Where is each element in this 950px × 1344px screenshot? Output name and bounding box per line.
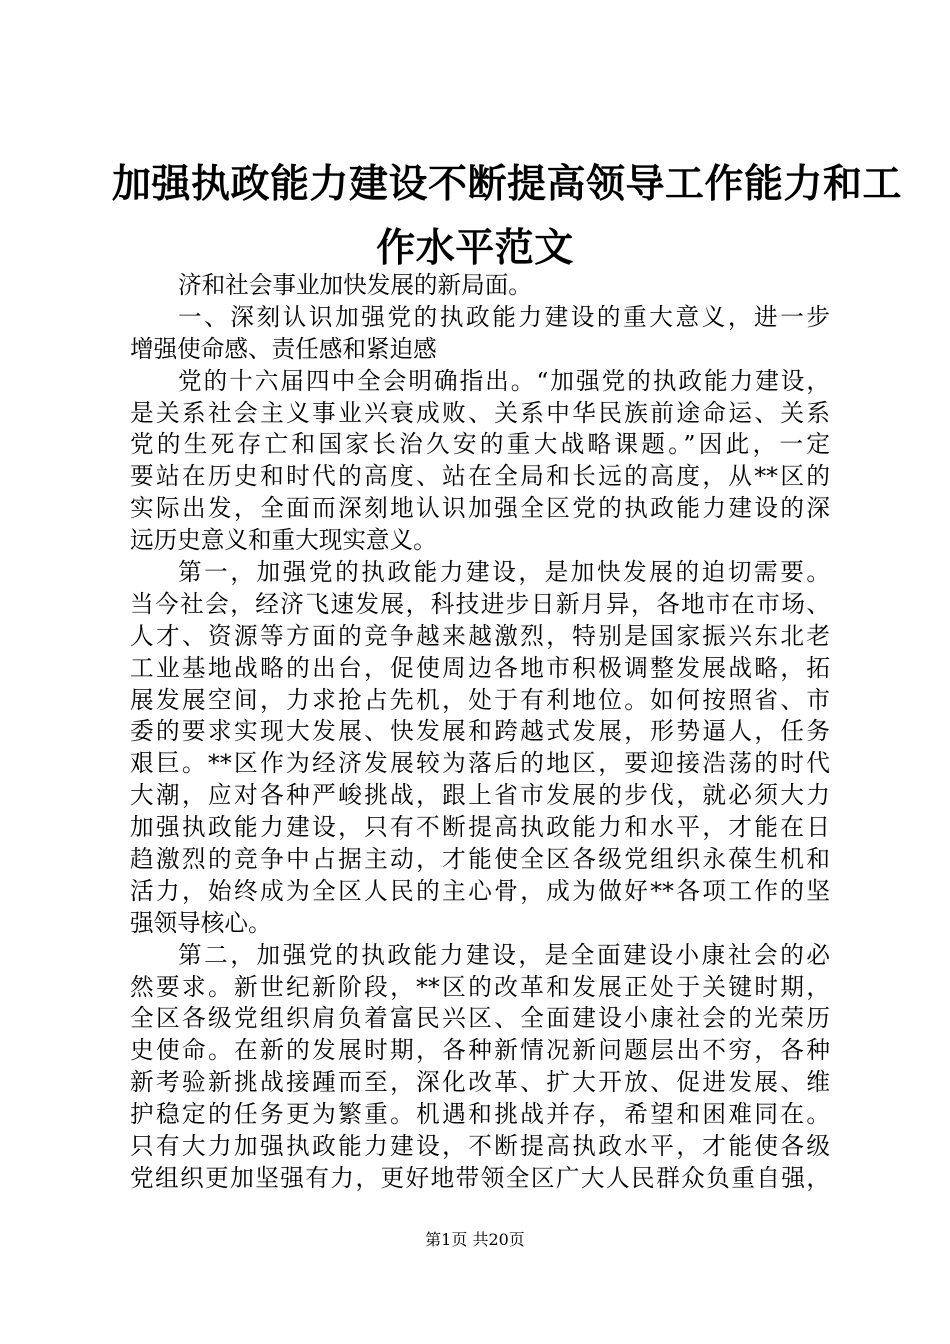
body-line: 实际出发，全面而深刻地认识加强全区党的执政能力建设的深	[130, 494, 830, 523]
body-line: 济和社会事业加快发展的新局面。	[178, 271, 532, 299]
document-body	[130, 270, 830, 1195]
body-line: 展发展空间，力求抢占先机，处于有利地位。如何按照省、市	[130, 685, 830, 714]
body-line: 新考验新挑战接踵而至，深化改革、扩大开放、促进发展、维	[130, 1068, 830, 1097]
body-line: 当今社会，经济飞速发展，科技进步日新月异，各地市在市场、	[130, 589, 830, 618]
body-line: 全区各级党组织肩负着富民兴区、全面建设小康社会的光荣历	[130, 1004, 830, 1033]
body-line: 加强执政能力建设，只有不断提高执政能力和水平，才能在日	[130, 813, 830, 842]
title-line: 作水平范文	[376, 225, 574, 271]
body-line: 委的要求实现大发展、快发展和跨越式发展，形势逼人，任务	[130, 717, 830, 746]
body-line: 大潮，应对各种严峻挑战，跟上省市发展的步伐，就必须大力	[130, 781, 830, 810]
body-line: 人才、资源等方面的竞争越来越激烈，特别是国家振兴东北老	[130, 621, 830, 650]
body-line: 增强使命感、责任感和紧迫感	[130, 334, 437, 363]
body-line: 要站在历史和时代的高度、站在全局和长远的高度，从**区的	[130, 462, 830, 491]
body-line: 第二，加强党的执政能力建设，是全面建设小康社会的必	[178, 940, 830, 969]
body-line: 趋激烈的竞争中占据主动，才能使全区各级党组织永葆生机和	[130, 845, 830, 874]
body-line: 工业基地战略的出台，促使周边各地市积极调整发展战略，拓	[130, 653, 830, 682]
title-line: 加强执政能力建设不断提高领导工作能力和工	[112, 161, 903, 207]
page-footer: 第1页 共20页	[425, 1230, 525, 1249]
body-line: 艰巨。**区作为经济发展较为落后的地区，要迎接浩荡的时代	[130, 749, 830, 778]
body-line: 活力，始终成为全区人民的主心骨，成为做好**各项工作的坚	[130, 876, 830, 905]
body-line: 是关系社会主义事业兴衰成败、关系中华民族前途命运、关系	[130, 398, 830, 427]
body-line: 党组织更加坚强有力，更好地带领全区广大人民群众负重自强，	[130, 1163, 830, 1192]
body-line: 第一，加强党的执政能力建设，是加快发展的迫切需要。	[178, 558, 830, 587]
document-title	[112, 152, 903, 280]
body-line: 史使命。在新的发展时期，各种新情况新问题层出不穷，各种	[130, 1036, 830, 1065]
body-line: 远历史意义和重大现实意义。	[130, 526, 437, 555]
body-line: 然要求。新世纪新阶段，**区的改革和发展正处于关键时期，	[130, 972, 830, 1001]
body-line: 党的生死存亡和国家长治久安的重大战略课题。”因此，一定	[130, 430, 830, 459]
body-line: 强领导核心。	[130, 908, 272, 937]
body-line: 只有大力加强执政能力建设，不断提高执政水平，才能使各级	[130, 1132, 830, 1161]
body-line: 党的十六届四中全会明确指出。“加强党的执政能力建设，	[178, 366, 830, 395]
body-line: 护稳定的任务更为繁重。机遇和挑战并存，希望和困难同在。	[130, 1100, 830, 1129]
body-line: 一、深刻认识加强党的执政能力建设的重大意义，进一步	[178, 302, 830, 331]
